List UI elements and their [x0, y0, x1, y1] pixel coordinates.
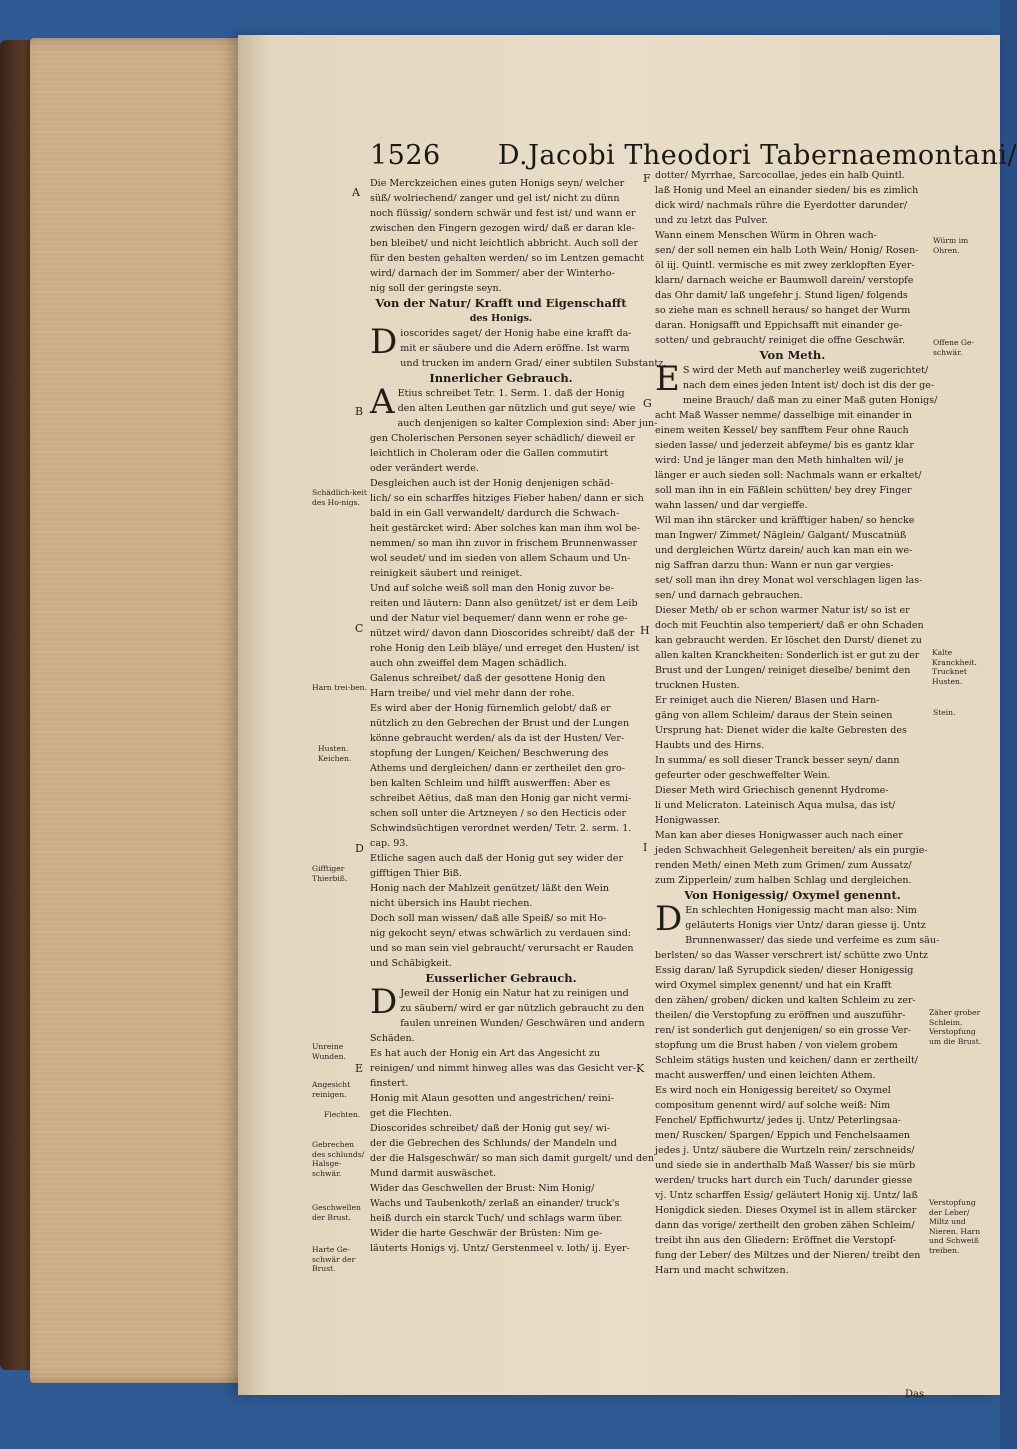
- text-line: daran. Honigsafft und Eppichsafft mit einander ge-: [655, 320, 903, 331]
- text-line: reiten und läutern: Dann also genützet/ ist er dem Leib: [370, 598, 638, 609]
- margin-note: Verstopfung der Leber/ Miltz und Nieren. Harn und Schweiß treiben.: [929, 1198, 981, 1255]
- text-line: Es wird noch ein Honigessig bereitet/ so Oxymel: [655, 1085, 891, 1096]
- text-line: sotten/ und gebraucht/ reiniget die offne Geschwär.: [655, 335, 906, 346]
- margin-note: Geschwellen der Brust.: [312, 1203, 361, 1222]
- text-line: Man kan aber dieses Honigwasser auch nach einer: [655, 830, 903, 841]
- text-line: Brunnenwasser/ das siede und verfeime es zum säu-: [685, 935, 940, 946]
- text-line: süß/ wolriechend/ zanger und gel ist/ nicht zu dünn: [370, 193, 620, 204]
- text-line: wahn lassen/ und dar vergieffe.: [655, 500, 808, 511]
- margin-note: Gifftiger Thierbiß.: [312, 864, 348, 883]
- text-line: länger er auch sieden soll: Nachmals wann er erkaltet/: [655, 470, 922, 481]
- text-line: macht auswerffen/ und einen leichten Athem.: [655, 1070, 876, 1081]
- text-line: gifftigen Thier Biß.: [370, 868, 463, 879]
- text-line: treibt ihn aus den Gliedern: Eröffnet die Verstopf-: [655, 1235, 897, 1246]
- section-heading-sub: des Honigs.: [469, 313, 533, 324]
- text-line: bald in ein Gall verwandelt/ dardurch die Schwach-: [370, 508, 620, 519]
- text-line: und zu letzt das Pulver.: [655, 215, 769, 226]
- paragraph: [370, 1091, 632, 1121]
- text-line: werden/ trucks hart durch ein Tuch/ darunder giesse: [655, 1175, 913, 1186]
- text-line: Wann einem Menschen Würm in Ohren wach-: [655, 230, 877, 241]
- paragraph: [370, 881, 632, 911]
- paragraph: [655, 693, 930, 753]
- text-line: Und auf solche weiß soll man den Honig zuvor be-: [370, 583, 614, 594]
- text-line: Es wird aber der Honig fürnemlich gelobt/ daß er: [370, 703, 611, 714]
- margin-letter-h: H: [640, 624, 650, 637]
- text-line: jedes j. Untz/ säubere die Wurtzeln rein/ zerschneids/: [655, 1145, 915, 1156]
- text-line: schreibet Aëtius, daß man den Honig gar nicht vermi-: [370, 793, 632, 804]
- text-line: Doch soll man wissen/ daß alle Speiß/ so mit Ho-: [370, 913, 607, 924]
- text-line: und der Natur viel bequemer/ dann wenn er rohe ge-: [370, 613, 628, 624]
- text-line: compositum genennt wird/ auf solche weiß: Nim: [655, 1100, 891, 1111]
- text-line: reinigen/ und nimmt hinweg alles was das Gesicht ver-: [370, 1063, 636, 1074]
- text-line: oder verändert werde.: [370, 463, 479, 474]
- paragraph: [370, 176, 644, 296]
- text-line: Schleim stätigs husten und keichen/ dann er zertheilt/: [655, 1055, 919, 1066]
- text-line: finstert.: [370, 1078, 409, 1089]
- text-line: Fenchel/ Epffichwurtz/ jedes ij. Untz/ Peterlingsaa-: [655, 1115, 902, 1126]
- drop-cap: E: [655, 359, 680, 399]
- text-line: sen/ der soll nemen ein halb Loth Wein/ Honig/ Rosen-: [655, 245, 919, 256]
- text-line: der die Gebrechen des Schlunds/ der Mandeln und: [370, 1138, 617, 1149]
- catchword: Das: [905, 1389, 925, 1400]
- text-line: einem weiten Kessel/ bey sanfftem Feur ohne Rauch: [655, 425, 909, 436]
- text-line: In summa/ es soll dieser Tranck besser seyn/ dann: [655, 755, 900, 766]
- text-line: nig soll der geringste seyn.: [370, 283, 502, 294]
- paragraph: [370, 1226, 632, 1256]
- text-line: dick wird/ nachmals rühre die Eyerdotter darunder/: [655, 200, 908, 211]
- text-line: berlsten/ so das Wasser verschrert ist/ schütte zwo Untz: [655, 950, 928, 961]
- text-line: Etius schreibet Tetr. 1. Serm. 1. daß der Honig: [397, 388, 625, 399]
- text-line: Desgleichen auch ist der Honig denjenigen schäd-: [370, 478, 614, 489]
- text-line: schen soll unter die Artzneyen / so den Hecticis oder: [370, 808, 627, 819]
- text-line: Wider das Geschwellen der Brust: Nim Honig/: [370, 1183, 595, 1194]
- text-line: renden Meth/ einen Meth zum Grimen/ zum Aussatz/: [655, 860, 912, 871]
- section-heading: Eusserlicher Gebrauch.: [425, 971, 577, 985]
- margin-letter-c: C: [355, 622, 364, 635]
- text-line: Dieser Meth wird Griechisch genennt Hydrome-: [655, 785, 889, 796]
- paragraph: [370, 1181, 632, 1226]
- text-line: rohe Honig den Leib bläye/ und erreget den Husten/ ist: [370, 643, 640, 654]
- text-line: Honig mit Alaun gesotten und angestrichen/ reini-: [370, 1093, 614, 1104]
- margin-letter-d: D: [355, 842, 364, 855]
- section-heading: Von Meth.: [759, 348, 826, 362]
- text-line: wol seudet/ und im sieden von allem Schaum und Un-: [370, 553, 631, 564]
- text-line: Dieser Meth/ ob er schon warmer Natur ist/ so ist er: [655, 605, 910, 616]
- paragraph: [370, 1046, 636, 1091]
- text-line: und Schäbigkeit.: [370, 958, 452, 969]
- text-line: theilen/ die Verstopfung zu eröffnen und auszuführ-: [655, 1010, 906, 1021]
- paragraph: [655, 513, 930, 603]
- text-line: leichtlich in Choleram oder die Gallen commutirt: [370, 448, 609, 459]
- text-line: soll man ihn in ein Fäßlein schütten/ bey drey Finger: [655, 485, 912, 496]
- text-line: Haubts und des Hirns.: [655, 740, 765, 751]
- text-line: nemmen/ so man ihn zuvor in frischem Brunnenwasser: [370, 538, 638, 549]
- text-line: geläuterts Honigs vier Untz/ daran giesse ij. Untz: [685, 920, 926, 931]
- text-line: acht Maß Wasser nemme/ dasselbige mit einander in: [655, 410, 912, 421]
- text-line: dotter/ Myrrhae, Sarcocollae, jedes ein halb Quintl.: [655, 170, 905, 181]
- paragraph: [655, 1083, 930, 1278]
- text-line: Mund darmit auswäschet.: [370, 1168, 497, 1179]
- text-line: dann das vorige/ zertheilt den groben zähen Schleim/: [655, 1220, 915, 1231]
- text-line: men/ Ruscken/ Spargen/ Eppich und Fenchelsaamen: [655, 1130, 911, 1141]
- running-title: D.Jacobi Theodori Tabernaemontani/: [497, 140, 1017, 171]
- text-line: Er reiniget auch die Nieren/ Blasen und Harn-: [655, 695, 880, 706]
- right-column: [655, 168, 940, 1278]
- paragraph: [370, 1121, 654, 1181]
- margin-note: Offene Ge-schwär.: [933, 338, 975, 357]
- text-line: gefeurter oder geschweffelter Wein.: [655, 770, 831, 781]
- margin-letter-k: K: [636, 1062, 645, 1075]
- section-heading: Von Honigessig/ Oxymel genennt.: [684, 888, 901, 902]
- section-heading: Von der Natur/ Krafft und Eigenschafft: [375, 296, 627, 310]
- text-line: Wil man ihn stärcker und kräfftiger haben/ so hencke: [655, 515, 915, 526]
- text-line: und trucken im andern Grad/ einer subtilen Substantz.: [400, 358, 667, 369]
- text-line: gäng von allem Schleim/ daraus der Stein seinen: [655, 710, 893, 721]
- text-line: und siede sie in anderthalb Maß Wasser/ bis sie mürb: [655, 1160, 916, 1171]
- text-line: Brust und der Lungen/ reiniget dieselbe/ benimt den: [655, 665, 911, 676]
- text-line: wird: Und je länger man den Meth hinhalten wil/ je: [655, 455, 904, 466]
- text-line: heiß durch ein starck Tuch/ und schlags warm über.: [370, 1213, 623, 1224]
- text-line: vj. Untz scharffen Essig/ geläutert Honig xij. Untz/ laß: [655, 1190, 918, 1201]
- paragraph: [655, 603, 930, 693]
- text-line: cap. 93.: [370, 838, 409, 849]
- text-line: Dioscorides schreibet/ daß der Honig gut sey/ wi-: [370, 1123, 611, 1134]
- margin-letter-i: I: [643, 841, 648, 854]
- text-line: das Ohr damit/ laß ungefehr j. Stund ligen/ folgends: [655, 290, 908, 301]
- paragraph: [655, 783, 930, 828]
- paragraph: [655, 753, 930, 783]
- text-line: lich/ so ein scharffes hitziges Fieber haben/ dann er sich: [370, 493, 644, 504]
- paragraph: [655, 359, 938, 513]
- text-line: Schäden.: [370, 1033, 415, 1044]
- page-number: 1526: [370, 140, 441, 171]
- text-line: fung der Leber/ des Miltzes und der Nieren/ treibt den: [655, 1250, 921, 1261]
- text-line: faulen unreinen Wunden/ Geschwären und andern: [400, 1018, 645, 1029]
- text-line: Etliche sagen auch daß der Honig gut sey wider der: [370, 853, 624, 864]
- text-line: ren/ ist sonderlich gut denjenigen/ so ein grosse Ver-: [655, 1025, 912, 1036]
- margin-letter-b: B: [355, 405, 364, 418]
- paragraph: [370, 476, 644, 581]
- margin-letter-a: A: [352, 186, 360, 199]
- text-line: und so man sein viel gebraucht/ verursacht er Rauden: [370, 943, 634, 954]
- margin-note: Harte Ge-schwär der Brust.: [312, 1245, 356, 1273]
- text-line: Es hat auch der Honig ein Art das Angesicht zu: [370, 1048, 601, 1059]
- text-line: für den besten gehalten werden/ so im Lentzen gemacht: [370, 253, 644, 264]
- text-line: Ursprung hat: Dienet wider die kalte Gebresten des: [655, 725, 907, 736]
- text-line: stopfung um die Brust haben / von vielem grobem: [655, 1040, 898, 1051]
- text-line: gen Cholerischen Personen seyer schädlich/ dieweil er: [370, 433, 635, 444]
- paragraph: [370, 322, 667, 371]
- text-line: wird/ darnach der im Sommer/ aber der Winterho-: [370, 268, 615, 279]
- text-line: der die Halsgeschwär/ so man sich damit gurgelt/ und den: [370, 1153, 654, 1164]
- text-line: Harn und macht schwitzen.: [655, 1265, 789, 1276]
- text-line: allen kalten Kranckheiten: Sonderlich ist er gut zu der: [655, 650, 920, 661]
- text-line: reinigkeit säubert und reiniget.: [370, 568, 523, 579]
- text-line: zu säubern/ wird er gar nützlich gebraucht zu den: [400, 1003, 645, 1014]
- margin-note: Gebrechen des schlunds/ Halsge-schwär.: [312, 1140, 365, 1178]
- text-line: kan gebraucht werden. Er löschet den Durst/ dienet zu: [655, 635, 922, 646]
- margin-note: Angesicht reinigen.: [312, 1080, 351, 1099]
- text-line: ben kalten Schleim und hilfft auswerffen: Aber es: [370, 778, 611, 789]
- text-line: ben bleibet/ und nicht leichtlich abbricht. Auch soll der: [370, 238, 639, 249]
- text-line: zum Zipperlein/ zum halben Schlag und dergleichen.: [655, 875, 912, 886]
- paragraph: [370, 911, 632, 971]
- text-line: jeden Schwachheit Gelegenheit bereiten/ als ein purgie-: [655, 845, 928, 856]
- text-line: ioscorides saget/ der Honig habe eine krafft da-: [400, 328, 632, 339]
- margin-note: Zäher grober Schleim. Verstopfung um die Brust.: [929, 1008, 982, 1046]
- text-line: get die Flechten.: [370, 1108, 452, 1119]
- text-line: Jeweil der Honig ein Natur hat zu reinigen und: [400, 988, 629, 999]
- text-line: den alten Leuthen gar nützlich und gut seye/ wie: [397, 403, 636, 414]
- text-line: wird Oxymel simplex genennt/ und hat ein Krafft: [655, 980, 892, 991]
- text-line: nützlich zu den Gebrechen der Brust und der Lungen: [370, 718, 630, 729]
- text-line: Galenus schreibet/ daß der gesottene Honig den: [370, 673, 606, 684]
- margin-letter-g: G: [643, 397, 652, 410]
- paragraph: [370, 982, 645, 1046]
- text-line: En schlechten Honigessig macht man also: Nim: [685, 905, 917, 916]
- text-line: laß Honig und Meel an einander sieden/ bis es zimlich: [655, 185, 919, 196]
- text-line: nützet wird/ davon dann Dioscorides schreibt/ daß der: [370, 628, 635, 639]
- paragraph: [370, 851, 632, 881]
- drop-cap: D: [370, 322, 398, 362]
- text-line: Honigwasser.: [655, 815, 721, 826]
- text-line: zwischen den Fingern gezogen wird/ daß er daran kle-: [370, 223, 635, 234]
- text-line: Wider die harte Geschwär der Brüsten: Nim ge-: [370, 1228, 603, 1239]
- margin-note: Harn trei-ben.: [312, 683, 367, 692]
- margin-note: Flechten.: [324, 1110, 361, 1119]
- margin-letter-e: E: [355, 1062, 364, 1075]
- paragraph: [655, 828, 930, 888]
- text-line: S wird der Meth auf mancherley weiß zugerichtet/: [682, 365, 929, 376]
- section-heading: Innerlicher Gebrauch.: [429, 371, 573, 385]
- text-line: nicht übersich ins Haubt riechen.: [370, 898, 533, 909]
- text-line: stopfung der Lungen/ Keichen/ Beschwerung des: [370, 748, 609, 759]
- text-line: mit er säubere und die Adern eröffne. Ist warm: [400, 343, 630, 354]
- paragraph: [370, 671, 632, 701]
- drop-cap: A: [370, 382, 395, 422]
- text-line: so ziehe man es schnell heraus/ so hanget der Wurm: [655, 305, 911, 316]
- text-line: klarn/ darnach weiche er Baumwoll darein/ verstopfe: [655, 275, 914, 286]
- drop-cap: D: [370, 982, 398, 1022]
- paragraph: [655, 168, 930, 228]
- drop-cap: D: [655, 899, 683, 939]
- text-line: Honig nach der Mahlzeit genützet/ läßt den Wein: [370, 883, 609, 894]
- text-line: und dergleichen Würtz darein/ auch kan man ein we-: [655, 545, 913, 556]
- text-line: nach dem eines jeden Intent ist/ doch ist dis der ge-: [682, 380, 935, 391]
- text-line: noch flüssig/ sondern schwär und fest ist/ und wann er: [370, 208, 636, 219]
- text-line: nig gekocht seyn/ etwas schwärlich zu verdauen sind:: [370, 928, 632, 939]
- margin-note: Husten. Keichen.: [318, 744, 352, 763]
- text-line: meine Brauch/ daß man zu einer Maß guten Honigs/: [682, 395, 938, 406]
- text-line: könne gebraucht werden/ als da ist der Husten/ Ver-: [370, 733, 625, 744]
- margin-letter-f: F: [643, 172, 651, 185]
- text-line: man Ingwer/ Zimmet/ Näglein/ Galgant/ Muscatnüß: [655, 530, 907, 541]
- margin-note: Würm im Ohren.: [933, 236, 969, 255]
- text-line: läuterts Honigs vj. Untz/ Gerstenmeel v. loth/ ij. Eyer-: [370, 1243, 630, 1254]
- text-line: sen/ und darnach gebrauchen.: [655, 590, 803, 601]
- page-block-edge: [30, 38, 262, 1383]
- text-line: sieden lasse/ und jederzeit abfeyme/ bis es gantz klar: [655, 440, 914, 451]
- text-line: li und Melicraton. Lateinisch Aqua mulsa, das ist/: [655, 800, 896, 811]
- text-line: heit gestärcket wird: Aber solches kan man ihm wol be-: [370, 523, 641, 534]
- text-line: Essig daran/ laß Syrupdick sieden/ dieser Honigessig: [655, 965, 914, 976]
- text-line: Schwindsüchtigen verordnet werden/ Tetr. 2. serm. 1.: [370, 823, 632, 834]
- text-line: doch mit Feuchtin also temperiert/ daß er ohn Schaden: [655, 620, 924, 631]
- margin-note: Kalte Kranckheit. Trucknet Husten.: [932, 648, 977, 686]
- paragraph: [655, 899, 940, 1083]
- left-column: [370, 176, 667, 1256]
- paragraph: [370, 581, 640, 671]
- margin-note: Unreine Wunden.: [312, 1042, 346, 1061]
- paragraph: [370, 382, 658, 476]
- text-line: auch denjenigen so kalter Complexion sind: Aber jun-: [397, 418, 658, 429]
- text-line: auch ohn zweiffel dem Magen schädlich.: [370, 658, 567, 669]
- text-line: set/ soll man ihn drey Monat wol verschlagen ligen las-: [655, 575, 923, 586]
- text-line: öl iij. Quintl. vermische es mit zwey zerklopften Eyer-: [655, 260, 915, 271]
- text-line: Die Merckzeichen eines guten Honigs seyn/ welcher: [370, 178, 625, 189]
- text-line: den zähen/ groben/ dicken und kalten Schleim zu zer-: [655, 995, 916, 1006]
- paragraph: [655, 228, 930, 348]
- text-line: Wachs und Taubenkoth/ zerlaß an einander/ truck's: [370, 1198, 620, 1209]
- text-line: trucknen Husten.: [655, 680, 740, 691]
- text-line: Honigdick sieden. Dieses Oxymel ist in allem stärcker: [655, 1205, 917, 1216]
- text-line: Harn treibe/ und viel mehr dann der rohe.: [370, 688, 575, 699]
- text-line: nig Saffran darzu thun: Wann er nun gar vergies-: [655, 560, 894, 571]
- text-line: Athems und dergleichen/ dann er zertheilet den gro-: [370, 763, 626, 774]
- margin-note: Schädlich-keit des Ho-nigs.: [312, 488, 367, 507]
- margin-note: Stein.: [933, 708, 956, 717]
- paragraph: [370, 701, 632, 851]
